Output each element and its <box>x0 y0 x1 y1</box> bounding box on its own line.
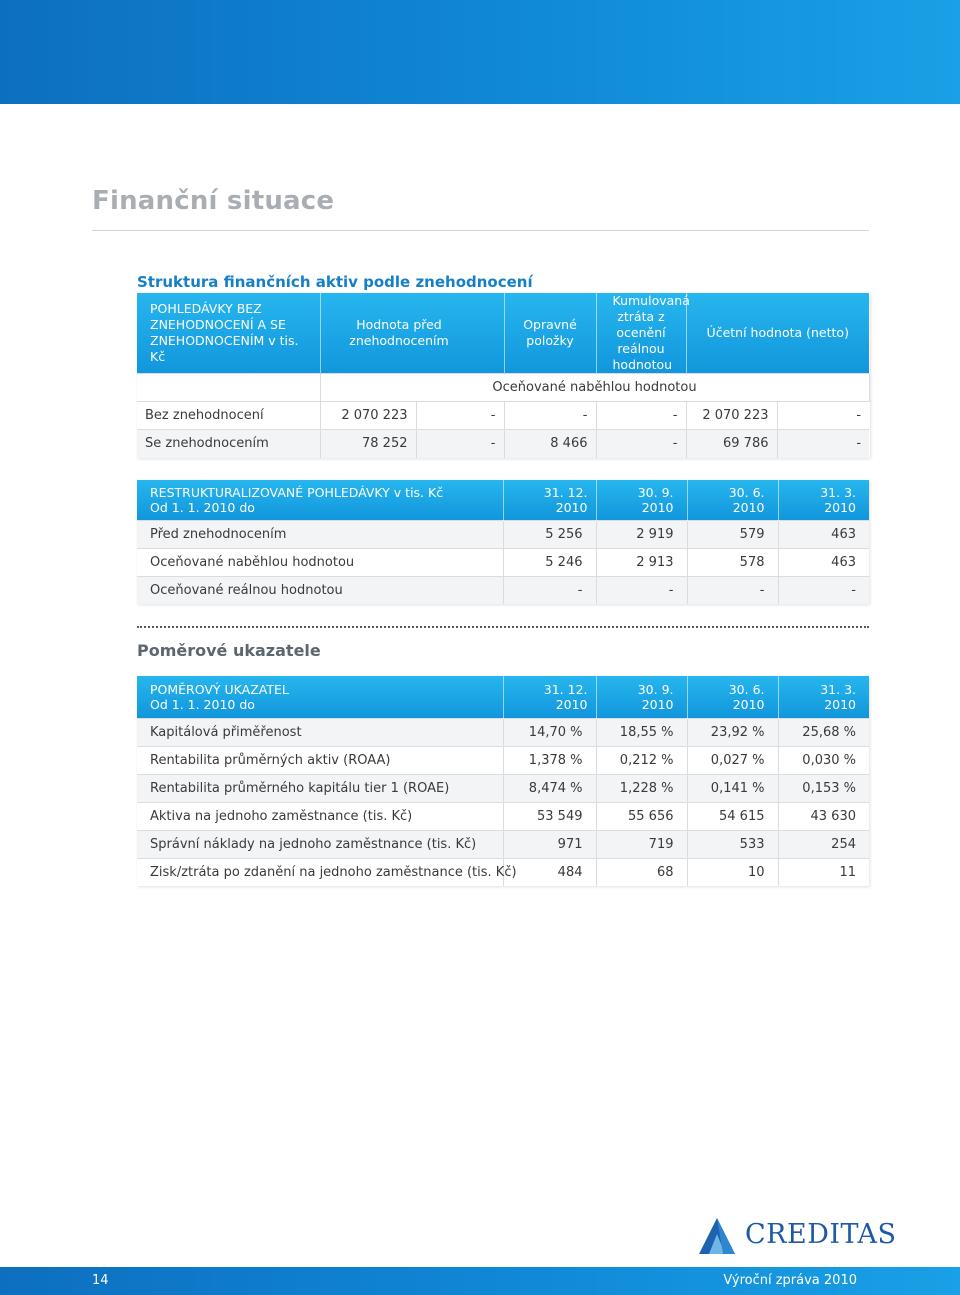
cell: 533 <box>687 830 778 858</box>
cell: 0,141 % <box>687 774 778 802</box>
restructured-table-header <box>137 480 869 520</box>
table-row <box>137 402 869 430</box>
date-header: 30. 9. 2010 <box>596 676 687 718</box>
date-header: 31. 12. 2010 <box>503 480 596 520</box>
cell: 0,027 % <box>687 746 778 774</box>
table-row <box>137 746 869 774</box>
impairment-header-col4: Kumulovaná ztráta z ocenění reálnou hodnotou <box>596 293 686 374</box>
cell: 719 <box>596 830 687 858</box>
cell: 0,153 % <box>778 774 869 802</box>
cell: - <box>596 430 686 458</box>
section-title-ratios: Poměrové ukazatele <box>137 641 321 660</box>
page-title: Finanční situace <box>92 186 335 216</box>
cell: 10 <box>687 858 778 886</box>
impairment-table <box>137 293 870 458</box>
cell: 5 256 <box>503 520 596 548</box>
title-divider <box>92 230 869 231</box>
impairment-header-col5: Účetní hodnota (netto) <box>706 325 849 340</box>
cell: - <box>503 576 596 604</box>
page-number: 14 <box>92 1273 109 1288</box>
cell: 2 070 223 <box>320 402 416 430</box>
restructured-table <box>137 480 869 604</box>
logo-text: CREDITAS <box>745 1219 897 1250</box>
cell: - <box>777 430 869 458</box>
table-row <box>137 718 869 746</box>
table-row <box>137 430 869 458</box>
cell: - <box>777 402 869 430</box>
cell: 1,378 % <box>503 746 596 774</box>
row-label: Bez znehodnocení <box>137 402 320 430</box>
impairment-header-col3: Opravné položky <box>504 293 596 374</box>
cell: 578 <box>687 548 778 576</box>
cell: - <box>416 402 504 430</box>
cell: 1,228 % <box>596 774 687 802</box>
table-row <box>137 830 869 858</box>
cell: - <box>596 402 686 430</box>
date-header: 30. 6. 2010 <box>687 480 778 520</box>
cell: 2 070 223 <box>686 402 777 430</box>
row-label: Kapitálová přiměřenost <box>137 718 503 746</box>
table-row <box>137 548 869 576</box>
row-label: Oceňované naběhlou hodnotou <box>137 548 503 576</box>
ratios-header-sub: Od 1. 1. 2010 do <box>150 696 255 712</box>
cell: 54 615 <box>687 802 778 830</box>
impairment-table-header <box>137 293 869 374</box>
row-label: Správní náklady na jednoho zaměstnance (tis. Kč) <box>137 830 503 858</box>
cell: 463 <box>778 520 869 548</box>
impairment-header-col2: Hodnota před znehodnocením <box>320 293 504 374</box>
cell: 463 <box>778 548 869 576</box>
cell: 11 <box>778 858 869 886</box>
cell: 55 656 <box>596 802 687 830</box>
ratios-header-label: POMĚROVÝ UKAZATEL <box>150 681 289 697</box>
date-header: 31. 12. 2010 <box>503 676 596 718</box>
row-label: Rentabilita průměrného kapitálu tier 1 (ROAE) <box>137 774 503 802</box>
cell: 8 466 <box>504 430 596 458</box>
table-row <box>137 802 869 830</box>
table-row <box>137 520 869 548</box>
table-row <box>137 858 869 886</box>
cell: 254 <box>778 830 869 858</box>
ratios-table-header <box>137 676 869 718</box>
restructured-header-label: RESTRUKTURALIZOVANÉ POHLEDÁVKY v tis. Kč <box>150 484 444 500</box>
date-header: 31. 3. 2010 <box>820 484 856 515</box>
cell: 2 913 <box>596 548 687 576</box>
cell: 484 <box>503 858 596 886</box>
table-row <box>137 576 869 604</box>
impairment-subheader <box>137 374 869 402</box>
cell: 0,030 % <box>778 746 869 774</box>
cell: - <box>596 576 687 604</box>
cell: 14,70 % <box>503 718 596 746</box>
header-band <box>0 0 960 104</box>
row-label: Aktiva na jednoho zaměstnance (tis. Kč) <box>137 802 503 830</box>
cell: 579 <box>687 520 778 548</box>
cell: - <box>778 576 869 604</box>
row-label: Zisk/ztráta po zdanění na jednoho zaměstnance (tis. Kč) <box>137 858 503 886</box>
cell: 18,55 % <box>596 718 687 746</box>
ratios-table <box>137 676 869 886</box>
cell: 2 919 <box>596 520 687 548</box>
cell: 23,92 % <box>687 718 778 746</box>
cell: - <box>687 576 778 604</box>
cell: 25,68 % <box>778 718 869 746</box>
dotted-divider <box>137 626 869 628</box>
table-row <box>137 774 869 802</box>
cell: 0,212 % <box>596 746 687 774</box>
row-label: Se znehodnocením <box>137 430 320 458</box>
cell: 69 786 <box>686 430 777 458</box>
footer-title: Výroční zpráva 2010 <box>723 1273 857 1288</box>
impairment-group-label: Oceňované naběhlou hodnotou <box>320 374 869 402</box>
date-header: 31. 3. 2010 <box>820 681 856 712</box>
cell: 53 549 <box>503 802 596 830</box>
cell: - <box>504 402 596 430</box>
cell: 8,474 % <box>503 774 596 802</box>
cell: 971 <box>503 830 596 858</box>
row-label: Oceňované reálnou hodnotou <box>137 576 503 604</box>
date-header: 30. 6. 2010 <box>687 676 778 718</box>
cell: - <box>416 430 504 458</box>
section-title-impairment: Struktura finančních aktiv podle znehodnocení <box>137 273 533 291</box>
cell: 5 246 <box>503 548 596 576</box>
cell: 68 <box>596 858 687 886</box>
cell: 78 252 <box>320 430 416 458</box>
impairment-header-col1: POHLEDÁVKY BEZ ZNEHODNOCENÍ A SE ZNEHODNOCENÍM v tis. Kč <box>137 293 320 374</box>
row-label: Rentabilita průměrných aktiv (ROAA) <box>137 746 503 774</box>
cell: 43 630 <box>778 802 869 830</box>
row-label: Před znehodnocením <box>137 520 503 548</box>
date-header: 30. 9. 2010 <box>596 480 687 520</box>
restructured-header-sub: Od 1. 1. 2010 do <box>150 499 255 515</box>
